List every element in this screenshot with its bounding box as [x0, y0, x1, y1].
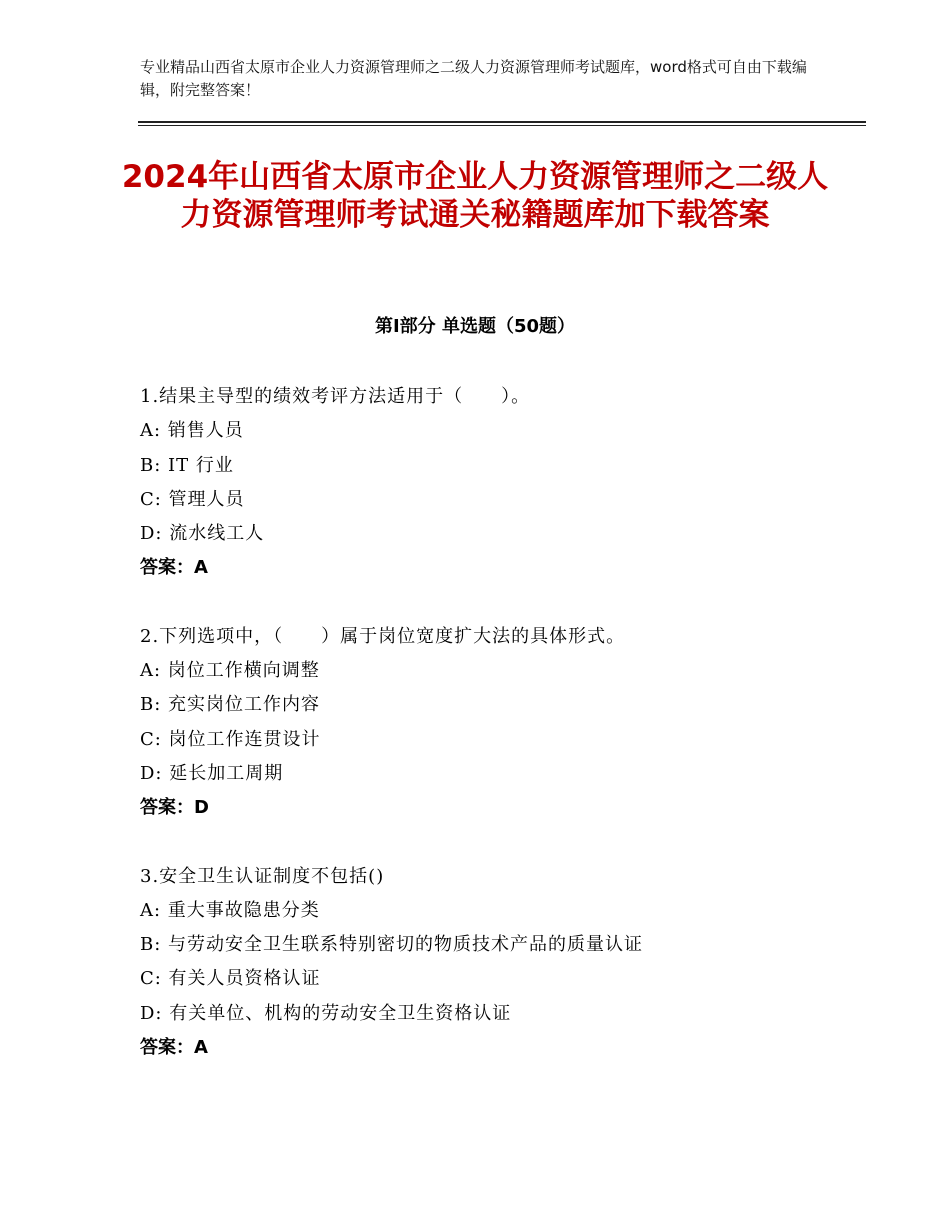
option-c: C: 岗位工作连贯设计	[140, 728, 321, 750]
question-stem: 2.下列选项中，（ ）属于岗位宽度扩大法的具体形式。	[140, 625, 626, 647]
answer-label: 答案：A	[140, 1037, 208, 1059]
question-stem: 1.结果主导型的绩效考评方法适用于（ ）。	[140, 386, 531, 407]
option-a: A: 岗位工作横向调整	[140, 660, 320, 682]
option-a: A: 销售人员	[140, 420, 244, 442]
question-1	[140, 380, 860, 586]
question-2	[140, 620, 860, 826]
section-title: 第Ⅰ部分 单选题（50题）	[374, 316, 575, 337]
answer-label: 答案：D	[140, 797, 209, 819]
question-stem: 3.安全卫生认证制度不包括()	[140, 865, 385, 887]
question-3	[140, 860, 860, 1066]
option-b: B: 充实岗位工作内容	[140, 694, 321, 716]
option-a: A: 重大事故隐患分类	[140, 899, 320, 921]
option-c: C: 有关人员资格认证	[140, 968, 321, 990]
option-d: D: 延长加工周期	[140, 762, 284, 784]
question-list	[140, 380, 860, 1099]
option-d: D: 有关单位、机构的劳动安全卫生资格认证	[140, 1002, 512, 1024]
header-rule	[138, 121, 866, 123]
answer-label: 答案：A	[140, 557, 208, 579]
option-b: B: 与劳动安全卫生联系特别密切的物质技术产品的质量认证	[140, 934, 644, 956]
option-d: D: 流水线工人	[140, 523, 265, 545]
document-title: 2024年山西省太原市企业人力资源管理师之二级人力资源管理师考试通关秘籍题库加下载答案	[121, 159, 829, 233]
option-c: C: 管理人员	[140, 488, 245, 510]
option-b: B: IT 行业	[140, 454, 234, 476]
header-rule-thin	[138, 125, 866, 126]
header-note: 专业精品山西省太原市企业人力资源管理师之二级人力资源管理师考试题库，word格式可自由下载编辑，附完整答案！	[140, 58, 807, 99]
